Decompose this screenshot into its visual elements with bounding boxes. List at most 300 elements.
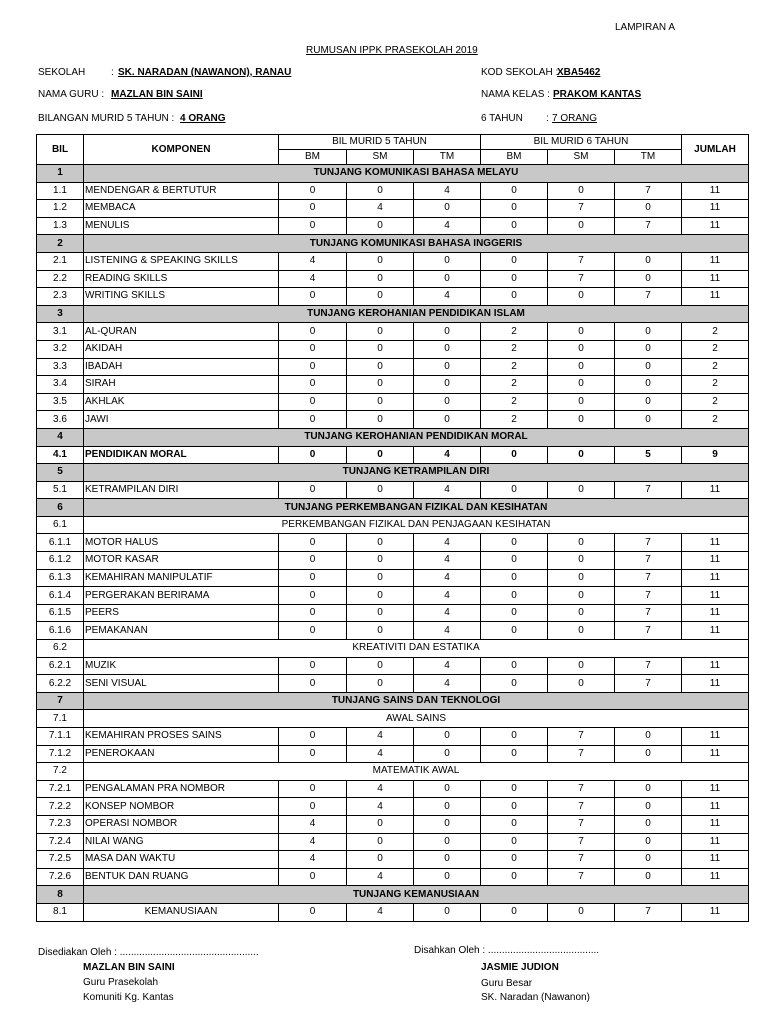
komponen-cell: NILAI WANG <box>84 833 279 851</box>
row-bil: 7.2 <box>37 763 84 781</box>
tm-6-cell: 7 <box>615 903 682 921</box>
jumlah-cell: 11 <box>682 728 749 746</box>
section-title: TUNJANG KEROHANIAN PENDIDIKAN MORAL <box>84 428 749 446</box>
section-title: TUNJANG KEROHANIAN PENDIDIKAN ISLAM <box>84 305 749 323</box>
sm-6-cell: 0 <box>548 288 615 306</box>
bm-5-cell: 0 <box>279 323 347 341</box>
tm-6-cell: 7 <box>615 657 682 675</box>
table-row <box>37 833 749 851</box>
bm-5-cell: 0 <box>279 217 347 235</box>
bm-6-cell: 2 <box>481 358 548 376</box>
komponen-cell: AL-QURAN <box>84 323 279 341</box>
kelas-label: NAMA KELAS : <box>481 89 550 100</box>
tm-5-cell: 0 <box>414 903 481 921</box>
bm-5-cell: 0 <box>279 552 347 570</box>
tm-5-cell: 0 <box>414 728 481 746</box>
sm-6-cell: 0 <box>548 569 615 587</box>
sm-5-cell: 0 <box>347 604 414 622</box>
jumlah-cell: 11 <box>682 903 749 921</box>
sm-6-cell: 7 <box>548 815 615 833</box>
table-row <box>37 446 749 464</box>
sm-5-cell: 0 <box>347 833 414 851</box>
table-row <box>37 868 749 886</box>
komponen-cell: PENEROKAAN <box>84 745 279 763</box>
row-bil: 7.2.1 <box>37 780 84 798</box>
komponen-cell: LISTENING & SPEAKING SKILLS <box>84 252 279 270</box>
sm-6-cell: 7 <box>548 851 615 869</box>
table-row <box>37 622 749 640</box>
jumlah-cell: 11 <box>682 200 749 218</box>
table-row <box>37 376 749 394</box>
subsection-title: MATEMATIK AWAL <box>84 763 749 781</box>
ippk-summary-table <box>36 134 749 922</box>
tm-5-cell: 4 <box>414 534 481 552</box>
kelas-value: PRAKOM KANTAS <box>553 89 642 100</box>
subsection-title: KREATIVITI DAN ESTATIKA <box>84 640 749 658</box>
tm-6-cell: 7 <box>615 552 682 570</box>
bm-6-cell: 0 <box>481 252 548 270</box>
komponen-cell: MENULIS <box>84 217 279 235</box>
tm-6-cell: 0 <box>615 376 682 394</box>
sm-5-cell: 0 <box>347 358 414 376</box>
tm-5-cell: 0 <box>414 376 481 394</box>
table-row <box>37 798 749 816</box>
section-title: TUNJANG KETRAMPILAN DIRI <box>84 464 749 482</box>
tm-5-cell: 0 <box>414 745 481 763</box>
bm-6-cell: 0 <box>481 587 548 605</box>
row-bil: 7.1 <box>37 710 84 728</box>
section-title: TUNJANG PERKEMBANGAN FIZIKAL DAN KESIHATAN <box>84 499 749 517</box>
jumlah-cell: 11 <box>682 675 749 693</box>
row-bil: 1.3 <box>37 217 84 235</box>
jumlah-cell: 11 <box>682 851 749 869</box>
sm-5-cell: 0 <box>347 446 414 464</box>
section-row <box>37 692 749 710</box>
bm-5-cell: 0 <box>279 903 347 921</box>
bm-6-cell: 0 <box>481 745 548 763</box>
sm-5-cell: 0 <box>347 323 414 341</box>
jumlah-cell: 11 <box>682 552 749 570</box>
row-bil: 3.5 <box>37 393 84 411</box>
tm-5-cell: 0 <box>414 411 481 429</box>
col-header-jumlah: JUMLAH <box>682 135 749 165</box>
row-bil: 3.2 <box>37 340 84 358</box>
prepared-by-role: Guru Prasekolah <box>83 977 159 988</box>
komponen-cell: KEMAHIRAN MANIPULATIF <box>84 569 279 587</box>
page-title: RUMUSAN IPPK PRASEKOLAH 2019 <box>306 45 478 56</box>
bm-5-cell: 0 <box>279 411 347 429</box>
row-bil: 2.3 <box>37 288 84 306</box>
sm-5-cell: 0 <box>347 182 414 200</box>
bm-6-cell: 0 <box>481 833 548 851</box>
sm-6-cell: 7 <box>548 868 615 886</box>
komponen-cell: MUZIK <box>84 657 279 675</box>
bm-5-cell: 0 <box>279 376 347 394</box>
table-row <box>37 323 749 341</box>
sm-5-cell: 0 <box>347 657 414 675</box>
sm-5-cell: 0 <box>347 376 414 394</box>
approved-by-place: SK. Naradan (Nawanon) <box>481 992 590 1003</box>
sm-5-cell: 4 <box>347 868 414 886</box>
sm-6-cell: 0 <box>548 182 615 200</box>
table-row <box>37 675 749 693</box>
jumlah-cell: 11 <box>682 288 749 306</box>
bm-6-cell: 0 <box>481 604 548 622</box>
sm-5-cell: 0 <box>347 587 414 605</box>
row-bil: 1.2 <box>37 200 84 218</box>
komponen-cell: READING SKILLS <box>84 270 279 288</box>
tm-6-cell: 0 <box>615 780 682 798</box>
table-row <box>37 728 749 746</box>
sm-5-cell: 0 <box>347 481 414 499</box>
tm-5-cell: 0 <box>414 270 481 288</box>
row-bil: 6.1.1 <box>37 534 84 552</box>
bm-6-cell: 2 <box>481 411 548 429</box>
row-bil: 3.6 <box>37 411 84 429</box>
guru-label: NAMA GURU : <box>38 89 105 100</box>
sm-6-cell: 0 <box>548 340 615 358</box>
sm-6-cell: 7 <box>548 833 615 851</box>
table-row <box>37 815 749 833</box>
tm-5-cell: 0 <box>414 780 481 798</box>
section-title: TUNJANG KEMANUSIAAN <box>84 886 749 904</box>
tm-6-cell: 7 <box>615 604 682 622</box>
sm-5-cell: 0 <box>347 217 414 235</box>
sm-6-cell: 0 <box>548 552 615 570</box>
komponen-cell: KEMAHIRAN PROSES SAINS <box>84 728 279 746</box>
row-bil: 7.2.5 <box>37 851 84 869</box>
jumlah-cell: 11 <box>682 622 749 640</box>
row-bil: 8 <box>37 886 84 904</box>
sm-6-cell: 7 <box>548 252 615 270</box>
jumlah-cell: 2 <box>682 340 749 358</box>
bm-6-cell: 0 <box>481 446 548 464</box>
komponen-cell: MOTOR HALUS <box>84 534 279 552</box>
sm-6-cell: 0 <box>548 411 615 429</box>
tm-6-cell: 7 <box>615 182 682 200</box>
tm-5-cell: 0 <box>414 833 481 851</box>
prepared-by-line: Disediakan Oleh : .................................................. <box>38 947 259 958</box>
komponen-cell: BENTUK DAN RUANG <box>84 868 279 886</box>
komponen-cell: KETRAMPILAN DIRI <box>84 481 279 499</box>
table-row <box>37 745 749 763</box>
row-bil: 7 <box>37 692 84 710</box>
sm-6-cell: 0 <box>548 446 615 464</box>
jumlah-cell: 11 <box>682 604 749 622</box>
tm-5-cell: 4 <box>414 587 481 605</box>
bm-5-cell: 0 <box>279 569 347 587</box>
row-bil: 4.1 <box>37 446 84 464</box>
table-header-row <box>37 135 749 150</box>
sm-6-cell: 0 <box>548 587 615 605</box>
bm-6-cell: 0 <box>481 657 548 675</box>
tm-6-cell: 7 <box>615 622 682 640</box>
komponen-cell: SENI VISUAL <box>84 675 279 693</box>
bm-5-cell: 0 <box>279 622 347 640</box>
jumlah-cell: 11 <box>682 587 749 605</box>
bm-6-cell: 0 <box>481 534 548 552</box>
sm-6-cell: 7 <box>548 745 615 763</box>
bm-6-cell: 0 <box>481 270 548 288</box>
bm-6-cell: 0 <box>481 728 548 746</box>
komponen-cell: AKIDAH <box>84 340 279 358</box>
jumlah-cell: 2 <box>682 393 749 411</box>
tm-5-cell: 0 <box>414 323 481 341</box>
table-row <box>37 903 749 921</box>
row-bil: 8.1 <box>37 903 84 921</box>
row-bil: 6.1.6 <box>37 622 84 640</box>
bm-5-cell: 0 <box>279 182 347 200</box>
sm-5-cell: 0 <box>347 622 414 640</box>
bm-5-cell: 0 <box>279 587 347 605</box>
bm-5-cell: 4 <box>279 815 347 833</box>
tm-5-cell: 0 <box>414 393 481 411</box>
row-bil: 7.2.3 <box>37 815 84 833</box>
bm-6-cell: 0 <box>481 675 548 693</box>
tm-6-cell: 7 <box>615 675 682 693</box>
tm-5-cell: 4 <box>414 481 481 499</box>
tm-5-cell: 0 <box>414 252 481 270</box>
tm-6-cell: 7 <box>615 587 682 605</box>
jumlah-cell: 11 <box>682 745 749 763</box>
section-row <box>37 165 749 183</box>
sm-5-cell: 0 <box>347 288 414 306</box>
table-row <box>37 569 749 587</box>
bm-6-cell: 2 <box>481 393 548 411</box>
bm-6-cell: 0 <box>481 868 548 886</box>
tm-5-cell: 4 <box>414 217 481 235</box>
tm-6-cell: 0 <box>615 358 682 376</box>
bm-5-cell: 0 <box>279 780 347 798</box>
table-row <box>37 552 749 570</box>
jumlah-cell: 11 <box>682 270 749 288</box>
tm-5-cell: 0 <box>414 200 481 218</box>
kod-sekolah-value: XBA5462 <box>557 67 601 78</box>
tm-6-cell: 0 <box>615 200 682 218</box>
bm-6-cell: 0 <box>481 569 548 587</box>
tm-5-cell: 4 <box>414 446 481 464</box>
table-row <box>37 217 749 235</box>
jumlah-cell: 2 <box>682 358 749 376</box>
col-header-bm-6: BM <box>481 150 548 165</box>
table-row <box>37 182 749 200</box>
row-bil: 7.1.2 <box>37 745 84 763</box>
bm-5-cell: 0 <box>279 534 347 552</box>
tm-5-cell: 0 <box>414 358 481 376</box>
sm-5-cell: 0 <box>347 675 414 693</box>
jumlah-cell: 11 <box>682 815 749 833</box>
bm-5-cell: 0 <box>279 675 347 693</box>
tm-6-cell: 7 <box>615 534 682 552</box>
section-row <box>37 464 749 482</box>
section-title: TUNJANG KOMUNIKASI BAHASA MELAYU <box>84 165 749 183</box>
subsection-title: AWAL SAINS <box>84 710 749 728</box>
sm-6-cell: 7 <box>548 780 615 798</box>
jumlah-cell: 11 <box>682 798 749 816</box>
komponen-cell: IBADAH <box>84 358 279 376</box>
jumlah-cell: 2 <box>682 411 749 429</box>
bm-5-cell: 0 <box>279 481 347 499</box>
bm-5-cell: 0 <box>279 657 347 675</box>
sm-6-cell: 0 <box>548 481 615 499</box>
sm-6-cell: 0 <box>548 217 615 235</box>
row-bil: 1 <box>37 165 84 183</box>
row-bil: 2.1 <box>37 252 84 270</box>
tm-6-cell: 0 <box>615 798 682 816</box>
col-header-komponen: KOMPONEN <box>84 135 279 165</box>
jumlah-cell: 11 <box>682 534 749 552</box>
bm-5-cell: 0 <box>279 200 347 218</box>
bm-6-cell: 0 <box>481 780 548 798</box>
row-bil: 6.1.4 <box>37 587 84 605</box>
bm-5-cell: 4 <box>279 833 347 851</box>
komponen-cell: MASA DAN WAKTU <box>84 851 279 869</box>
tm-5-cell: 4 <box>414 657 481 675</box>
sm-6-cell: 0 <box>548 358 615 376</box>
sm-5-cell: 4 <box>347 200 414 218</box>
table-row <box>37 534 749 552</box>
komponen-cell: SIRAH <box>84 376 279 394</box>
prepared-by-name: MAZLAN BIN SAINI <box>83 962 175 973</box>
bm-6-cell: 2 <box>481 376 548 394</box>
jumlah-cell: 11 <box>682 569 749 587</box>
jumlah-cell: 11 <box>682 217 749 235</box>
sm-6-cell: 0 <box>548 903 615 921</box>
subsection-row <box>37 710 749 728</box>
table-row <box>37 411 749 429</box>
sm-5-cell: 4 <box>347 780 414 798</box>
row-bil: 6.1.2 <box>37 552 84 570</box>
row-bil: 2.2 <box>37 270 84 288</box>
row-bil: 7.1.1 <box>37 728 84 746</box>
tm-5-cell: 0 <box>414 340 481 358</box>
komponen-cell: KONSEP NOMBOR <box>84 798 279 816</box>
approved-by-name: JASMIE JUDION <box>481 962 559 973</box>
sm-5-cell: 0 <box>347 534 414 552</box>
subsection-row <box>37 763 749 781</box>
komponen-cell: PEERS <box>84 604 279 622</box>
jumlah-cell: 11 <box>682 182 749 200</box>
table-row <box>37 780 749 798</box>
table-row <box>37 340 749 358</box>
row-bil: 3.4 <box>37 376 84 394</box>
tm-6-cell: 0 <box>615 833 682 851</box>
section-title: TUNJANG KOMUNIKASI BAHASA INGGERIS <box>84 235 749 253</box>
section-row <box>37 305 749 323</box>
bm-5-cell: 0 <box>279 604 347 622</box>
table-row <box>37 481 749 499</box>
table-row <box>37 604 749 622</box>
bm-5-cell: 4 <box>279 252 347 270</box>
tm-6-cell: 0 <box>615 270 682 288</box>
komponen-cell: PERGERAKAN BERIRAMA <box>84 587 279 605</box>
section-row <box>37 499 749 517</box>
bm-6-cell: 2 <box>481 340 548 358</box>
row-bil: 6.2.2 <box>37 675 84 693</box>
bm-6-cell: 0 <box>481 217 548 235</box>
sm-6-cell: 0 <box>548 323 615 341</box>
col-header-sm-6: SM <box>548 150 615 165</box>
sekolah-label: SEKOLAH <box>38 67 86 78</box>
sm-6-cell: 0 <box>548 657 615 675</box>
sm-6-cell: 0 <box>548 393 615 411</box>
col-group-6-tahun: BIL MURID 6 TAHUN <box>481 135 682 150</box>
sm-5-cell: 0 <box>347 851 414 869</box>
komponen-cell: PEMAKANAN <box>84 622 279 640</box>
sm-6-cell: 7 <box>548 798 615 816</box>
tm-6-cell: 0 <box>615 815 682 833</box>
row-bil: 1.1 <box>37 182 84 200</box>
row-bil: 6.1 <box>37 516 84 534</box>
komponen-cell: KEMANUSIAAN <box>84 903 279 921</box>
jumlah-cell: 11 <box>682 252 749 270</box>
bm-5-cell: 0 <box>279 358 347 376</box>
approved-by-line: Disahkan Oleh : ........................................ <box>414 945 600 956</box>
tm-6-cell: 0 <box>615 868 682 886</box>
tm-6-cell: 7 <box>615 217 682 235</box>
komponen-cell: MENDENGAR & BERTUTUR <box>84 182 279 200</box>
komponen-cell: MOTOR KASAR <box>84 552 279 570</box>
sm-6-cell: 0 <box>548 376 615 394</box>
row-bil: 3 <box>37 305 84 323</box>
row-bil: 5 <box>37 464 84 482</box>
row-bil: 6.1.3 <box>37 569 84 587</box>
tm-5-cell: 0 <box>414 798 481 816</box>
row-bil: 3.1 <box>37 323 84 341</box>
row-bil: 7.2.4 <box>37 833 84 851</box>
tm-6-cell: 0 <box>615 340 682 358</box>
jumlah-cell: 2 <box>682 376 749 394</box>
col-header-tm-6: TM <box>615 150 682 165</box>
row-bil: 2 <box>37 235 84 253</box>
sekolah-colon: : <box>111 67 114 78</box>
section-title: TUNJANG SAINS DAN TEKNOLOGI <box>84 692 749 710</box>
bm-5-cell: 4 <box>279 851 347 869</box>
guru-value: MAZLAN BIN SAINI <box>111 89 203 100</box>
komponen-cell: AKHLAK <box>84 393 279 411</box>
sekolah-value: SK. NARADAN (NAWANON), RANAU <box>118 67 292 78</box>
row-bil: 6.2 <box>37 640 84 658</box>
bm-6-cell: 0 <box>481 851 548 869</box>
section-row <box>37 235 749 253</box>
sm-5-cell: 0 <box>347 569 414 587</box>
jumlah-cell: 11 <box>682 833 749 851</box>
bm-5-cell: 0 <box>279 288 347 306</box>
table-row <box>37 587 749 605</box>
table-body <box>37 165 749 922</box>
subsection-row <box>37 516 749 534</box>
bm-6-cell: 0 <box>481 903 548 921</box>
murid6-label: 6 TAHUN <box>481 113 523 124</box>
tm-6-cell: 0 <box>615 393 682 411</box>
row-bil: 5.1 <box>37 481 84 499</box>
bm-5-cell: 0 <box>279 340 347 358</box>
murid5-label: BILANGAN MURID 5 TAHUN : <box>38 113 175 124</box>
table-row <box>37 851 749 869</box>
jumlah-cell: 11 <box>682 868 749 886</box>
col-header-tm-5: TM <box>414 150 481 165</box>
approved-by-role: Guru Besar <box>481 978 533 989</box>
bm-5-cell: 4 <box>279 270 347 288</box>
jumlah-cell: 11 <box>682 657 749 675</box>
tm-5-cell: 4 <box>414 182 481 200</box>
tm-5-cell: 4 <box>414 288 481 306</box>
col-header-bil: BIL <box>37 135 84 165</box>
tm-6-cell: 7 <box>615 288 682 306</box>
sm-6-cell: 7 <box>548 728 615 746</box>
bm-6-cell: 0 <box>481 288 548 306</box>
table-row <box>37 657 749 675</box>
